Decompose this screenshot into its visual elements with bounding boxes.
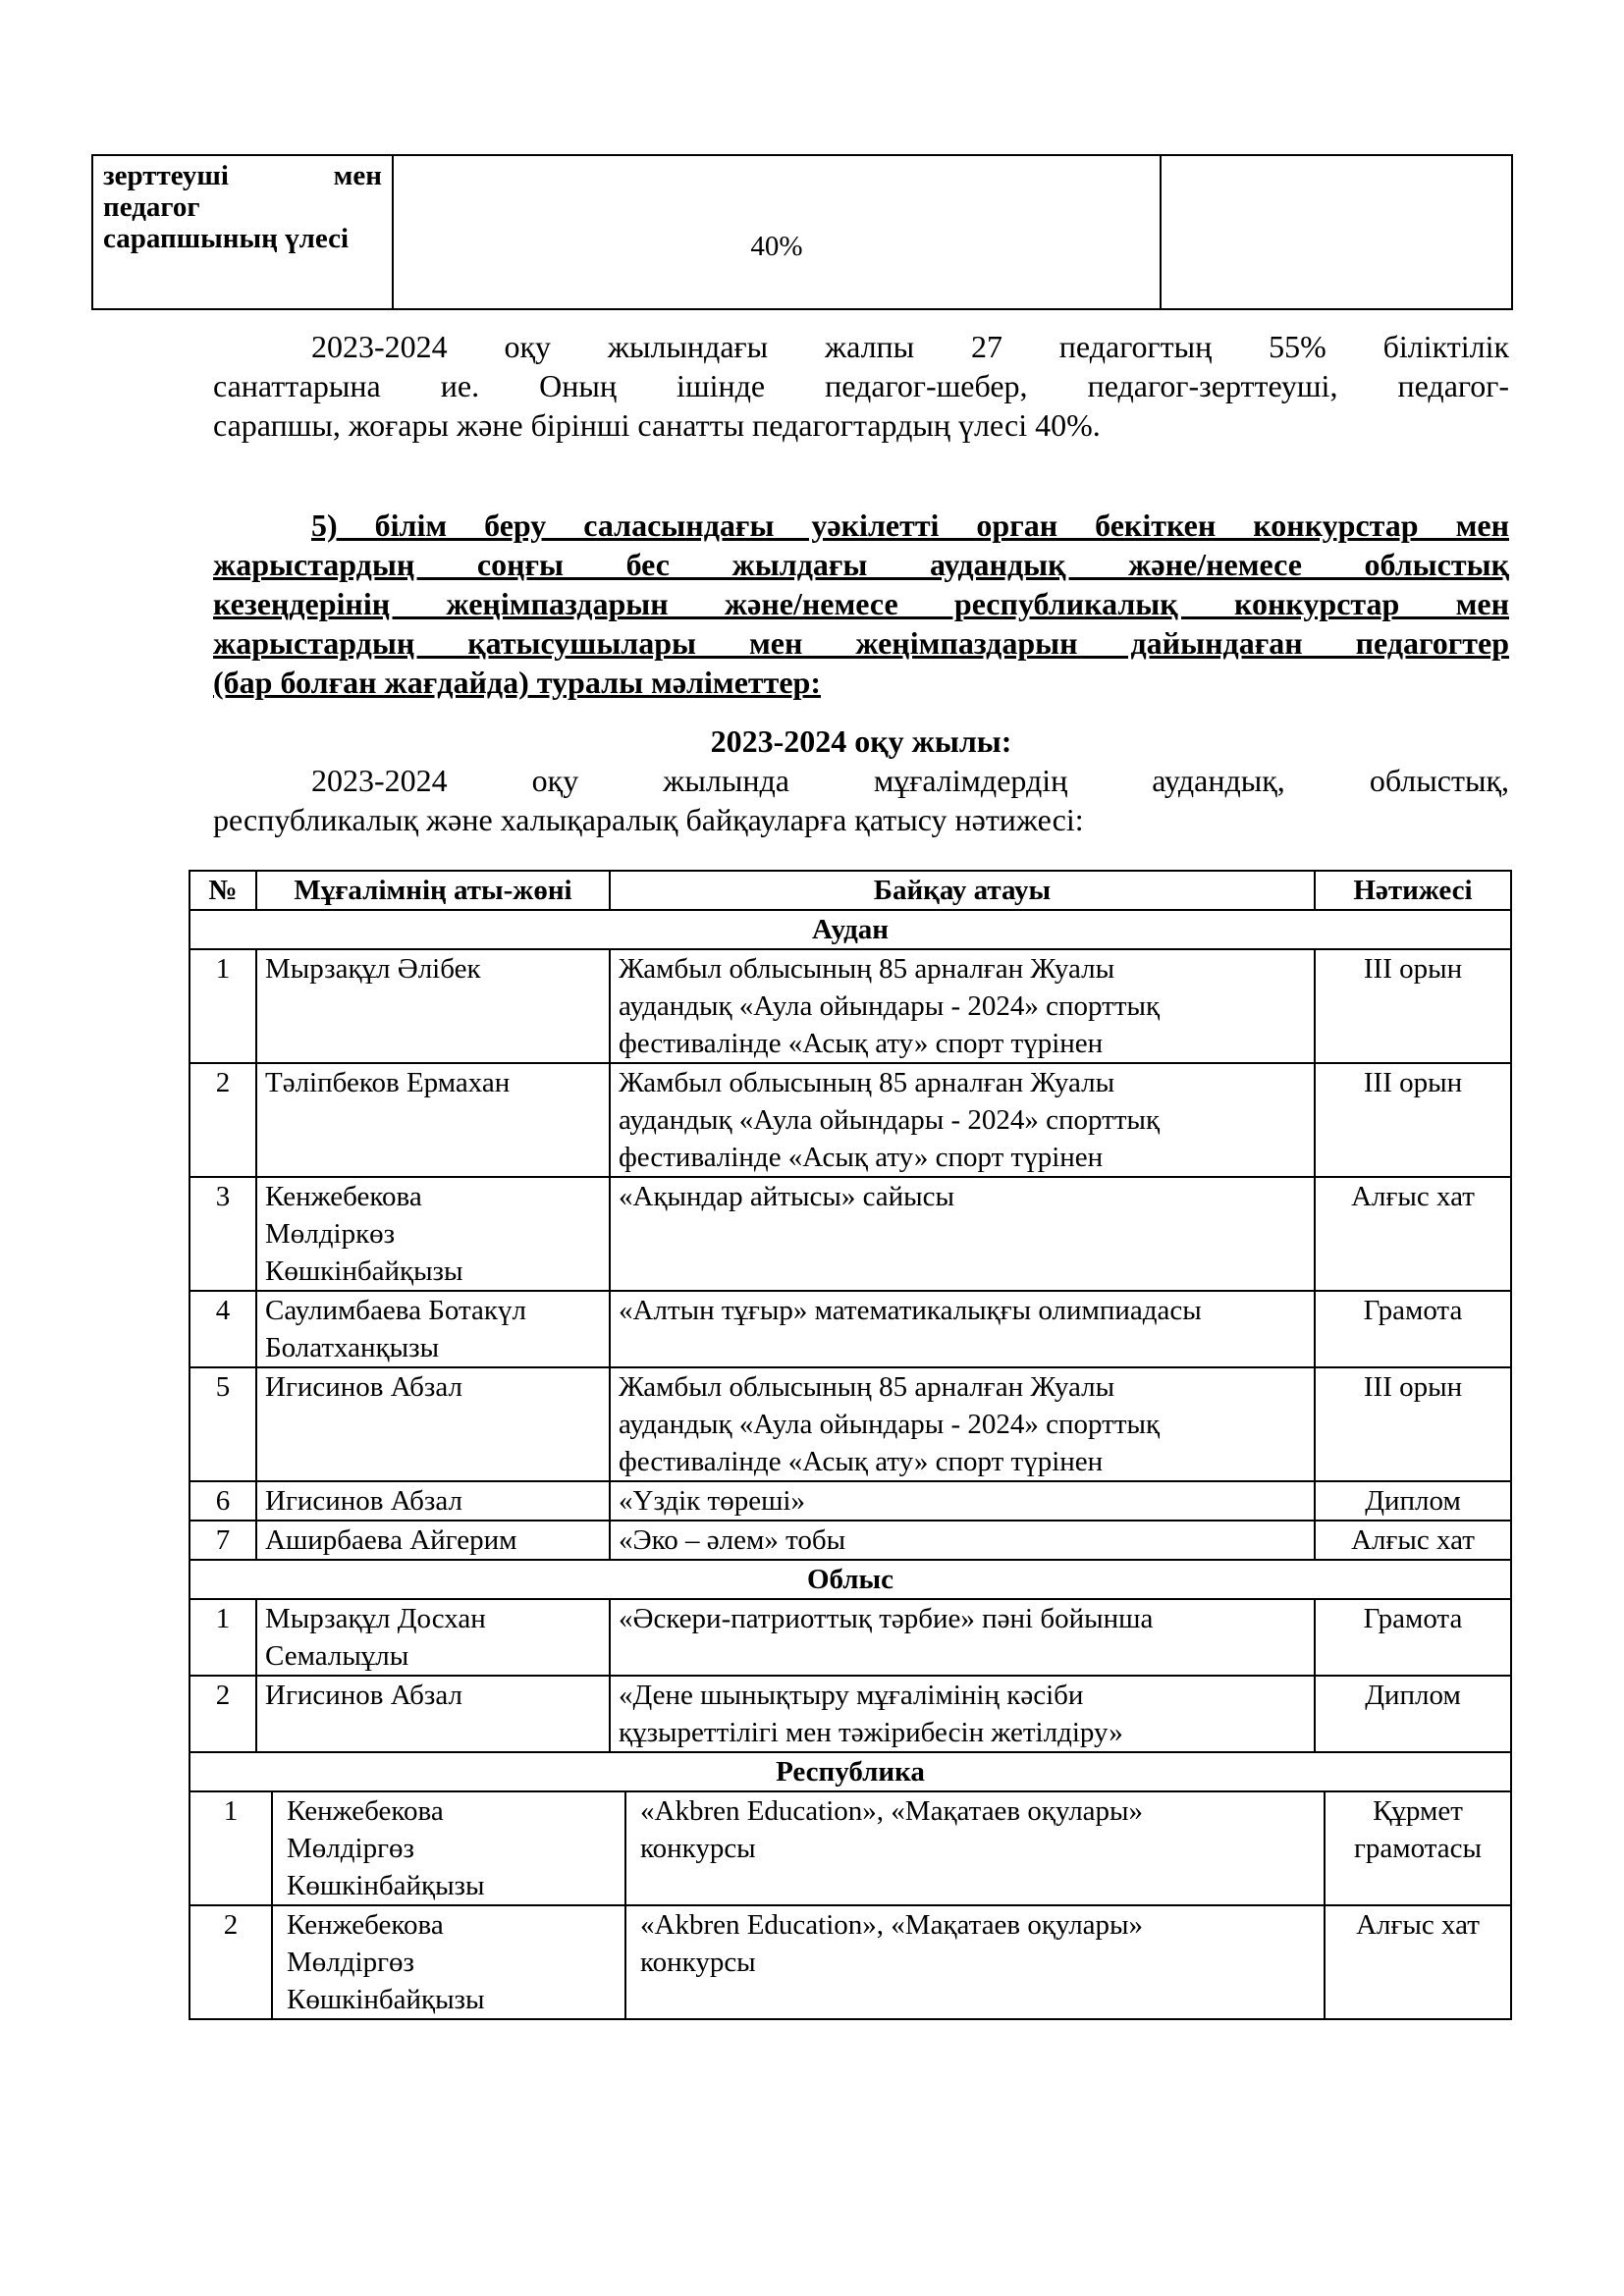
cell-line: «Үздік төреші» [619, 1485, 805, 1517]
share-value-cell: 40% [393, 155, 1161, 309]
contest-name [610, 949, 1315, 1063]
row-number: 2 [189, 1905, 272, 2019]
label-line: педагог [103, 191, 200, 223]
cell-line: «Akbren Education», «Мақатаев оқулары» [640, 1795, 1144, 1827]
text-line: 2023-2024 оқу жылындағы жалпы 27 педагогтың 55% біліктілік [311, 329, 1509, 364]
cell-line: «Дене шынықтыру мұғалімінің кәсіби [619, 1680, 1084, 1711]
header-result: Нәтижесі [1315, 871, 1511, 910]
result [1315, 1481, 1511, 1521]
row-number: 4 [189, 1291, 256, 1367]
result [1325, 1905, 1511, 2019]
text-line: республикалық және халықаралық байқауларға қатысу нәтижесі: [213, 802, 1084, 837]
cell-line: құзыреттілігі мен тәжірибесін жетілдіру» [619, 1717, 1123, 1748]
section-row [189, 910, 1511, 949]
cell-line: грамотасы [1354, 1833, 1482, 1864]
result [1315, 1367, 1511, 1481]
results-paragraph [213, 761, 1509, 839]
contest-name [610, 1676, 1315, 1752]
cell-line: фестивалінде «Асық ату» спорт түрінен [619, 1142, 1104, 1173]
cell-line: Мырзақұл Әлібек [265, 953, 481, 985]
row-number: 1 [189, 1599, 256, 1676]
cell-line: Диплом [1365, 1485, 1461, 1517]
contest-name [610, 1521, 1315, 1560]
cell-line: Диплом [1365, 1680, 1461, 1711]
teacher-name [256, 1177, 610, 1291]
row-number: 1 [189, 949, 256, 1063]
label-line: сарапшының үлесі [103, 223, 350, 254]
empty-cell [1161, 155, 1512, 309]
republic-table [189, 1790, 1512, 2020]
heading-line: жарыстардың соңғы бес жылдағы аудандық және/немесе облыстық [213, 547, 1509, 582]
cell-line: аудандық «Аула ойындары - 2024» спорттық [619, 1104, 1161, 1136]
cell-line: Мөлдіркөз [265, 1218, 396, 1250]
contest-name [625, 1791, 1325, 1905]
row-number: 6 [189, 1481, 256, 1521]
contest-name [610, 1481, 1315, 1521]
cell-line: Жамбыл облысының 85 арналған Жуалы [619, 1067, 1115, 1098]
cell-line: Игисинов Абзал [265, 1680, 462, 1711]
heading-line: 5) білім беру саласындағы уәкілетті орган бекіткен конкурстар мен [311, 507, 1509, 543]
cell-line: Құрмет [1373, 1795, 1463, 1827]
cell-line: Кенжебекова [265, 1181, 422, 1212]
teacher-name [256, 1599, 610, 1676]
teacher-name [256, 1481, 610, 1521]
teacher-name [256, 1063, 610, 1177]
cell-line: Тәліпбеков Ермахан [265, 1067, 511, 1098]
section-title: Республика [189, 1752, 1511, 1791]
cell-line: «Akbren Education», «Мақатаев оқулары» [640, 1909, 1144, 1941]
cell-line: Көшкінбайқызы [265, 1255, 463, 1287]
section-title: Облыс [189, 1560, 1511, 1599]
contest-name [610, 1291, 1315, 1367]
cell-line: Игисинов Абзал [265, 1371, 462, 1403]
result [1315, 1291, 1511, 1367]
row-number: 1 [189, 1791, 272, 1905]
result [1315, 1177, 1511, 1291]
cell-line: Көшкінбайқызы [287, 1984, 485, 2015]
table-row [189, 1676, 1511, 1752]
teacher-name [256, 1367, 610, 1481]
table-row [189, 1481, 1511, 1521]
header-contest: Байқау атауы [610, 871, 1315, 910]
header-num: № [189, 871, 256, 910]
heading-line: жарыстардың қатысушылары мен жеңімпаздарын дайындаған педагогтер [213, 625, 1509, 661]
cell-line: фестивалінде «Асық ату» спорт түрінен [619, 1446, 1104, 1477]
section-row [189, 1752, 1511, 1791]
teacher-name [256, 1676, 610, 1752]
row-number: 3 [189, 1177, 256, 1291]
cell-line: аудандық «Аула ойындары - 2024» спорттық [619, 1409, 1161, 1440]
cell-line: ІІІ орын [1363, 1067, 1463, 1098]
qualification-table [91, 154, 1513, 310]
teacher-name [272, 1905, 625, 2019]
qualification-paragraph [213, 327, 1509, 445]
teacher-name [256, 1291, 610, 1367]
cell-line: Семалыұлы [265, 1640, 409, 1672]
result [1315, 1063, 1511, 1177]
cell-line: Жамбыл облысының 85 арналған Жуалы [619, 953, 1115, 985]
table-row [189, 1905, 1511, 2019]
text-line: 2023-2024 оқу жылында мұғалімдердің аудандық, облыстық, [311, 763, 1509, 798]
table-row [189, 1063, 1511, 1177]
table-header-row [189, 871, 1511, 910]
cell-line: Мөлдіргөз [287, 1833, 414, 1864]
cell-line: фестивалінде «Асық ату» спорт түрінен [619, 1028, 1104, 1059]
cell-line: Мырзақұл Досхан [265, 1603, 486, 1634]
cell-line: Алғыс хат [1351, 1181, 1475, 1212]
section-title: Аудан [189, 910, 1511, 949]
row-number: 7 [189, 1521, 256, 1560]
text-line: сарапшы, жоғары және бірінші санатты педагогтардың үлесі 40%. [213, 407, 1101, 443]
cell-line: конкурсы [640, 1833, 756, 1864]
row-number: 2 [189, 1063, 256, 1177]
cell-line: Грамота [1363, 1295, 1463, 1326]
cell-line: Кенжебекова [287, 1795, 444, 1827]
cell-line: Игисинов Абзал [265, 1485, 462, 1517]
table-row [189, 1599, 1511, 1676]
contest-name [610, 1367, 1315, 1481]
result [1325, 1791, 1511, 1905]
table-row [189, 1367, 1511, 1481]
table-row [189, 1791, 1511, 1905]
table-row [189, 1521, 1511, 1560]
contest-name [610, 1063, 1315, 1177]
cell-line: «Эко – әлем» тобы [619, 1524, 846, 1556]
cell-line: ІІІ орын [1363, 1371, 1463, 1403]
teacher-name [256, 949, 610, 1063]
section-row [189, 1560, 1511, 1599]
contest-name [610, 1177, 1315, 1291]
cell-line: ІІІ орын [1363, 953, 1463, 985]
row-number: 5 [189, 1367, 256, 1481]
cell-line: Грамота [1363, 1603, 1463, 1634]
cell-line: Кенжебекова [287, 1909, 444, 1941]
result [1315, 1599, 1511, 1676]
section-heading [213, 506, 1509, 702]
heading-line: кезеңдерінің жеңімпаздарын және/немесе республикалық конкурстар мен [213, 586, 1509, 621]
cell-line: «Алтын тұғыр» математикалықғы олимпиадасы [619, 1295, 1202, 1326]
contest-name [625, 1905, 1325, 2019]
cell-line: Мөлдіргөз [287, 1947, 414, 1978]
cell-line: Аширбаева Айгерим [265, 1524, 517, 1556]
cell-line: Болатханқызы [265, 1332, 440, 1363]
year-title: 2023-2024 оқу жылы: [710, 723, 1012, 759]
cell-line: Саулимбаева Ботакүл [265, 1295, 526, 1326]
row-number: 2 [189, 1676, 256, 1752]
cell-line: «Әскери-патриоттық тәрбие» пәні бойынша [619, 1603, 1154, 1634]
heading-line: (бар болған жағдайда) туралы мәліметтер: [213, 665, 821, 700]
table-row [189, 1291, 1511, 1367]
result [1315, 949, 1511, 1063]
contest-name [610, 1599, 1315, 1676]
cell-line: аудандық «Аула ойындары - 2024» спорттық [619, 990, 1161, 1022]
result [1315, 1676, 1511, 1752]
text-line: санаттарына ие. Оның ішінде педагог-шебер, педагог-зерттеуші, педагог- [213, 368, 1509, 403]
table-row [92, 155, 1512, 309]
cell-line: Алғыс хат [1356, 1909, 1480, 1941]
result [1315, 1521, 1511, 1560]
cell-line: Жамбыл облысының 85 арналған Жуалы [619, 1371, 1115, 1403]
table-row [189, 949, 1511, 1063]
header-name: Мұғалімнің аты-жөні [256, 871, 610, 910]
cell-line: Алғыс хат [1351, 1524, 1475, 1556]
teacher-name [272, 1791, 625, 1905]
share-label-cell [92, 155, 393, 309]
results-table [189, 870, 1512, 1792]
cell-line: «Ақындар айтысы» сайысы [619, 1181, 955, 1212]
table-row [189, 1177, 1511, 1291]
cell-line: конкурсы [640, 1947, 756, 1978]
cell-line: Көшкінбайқызы [287, 1870, 485, 1901]
label-line: зерттеуші мен [103, 160, 382, 191]
teacher-name [256, 1521, 610, 1560]
